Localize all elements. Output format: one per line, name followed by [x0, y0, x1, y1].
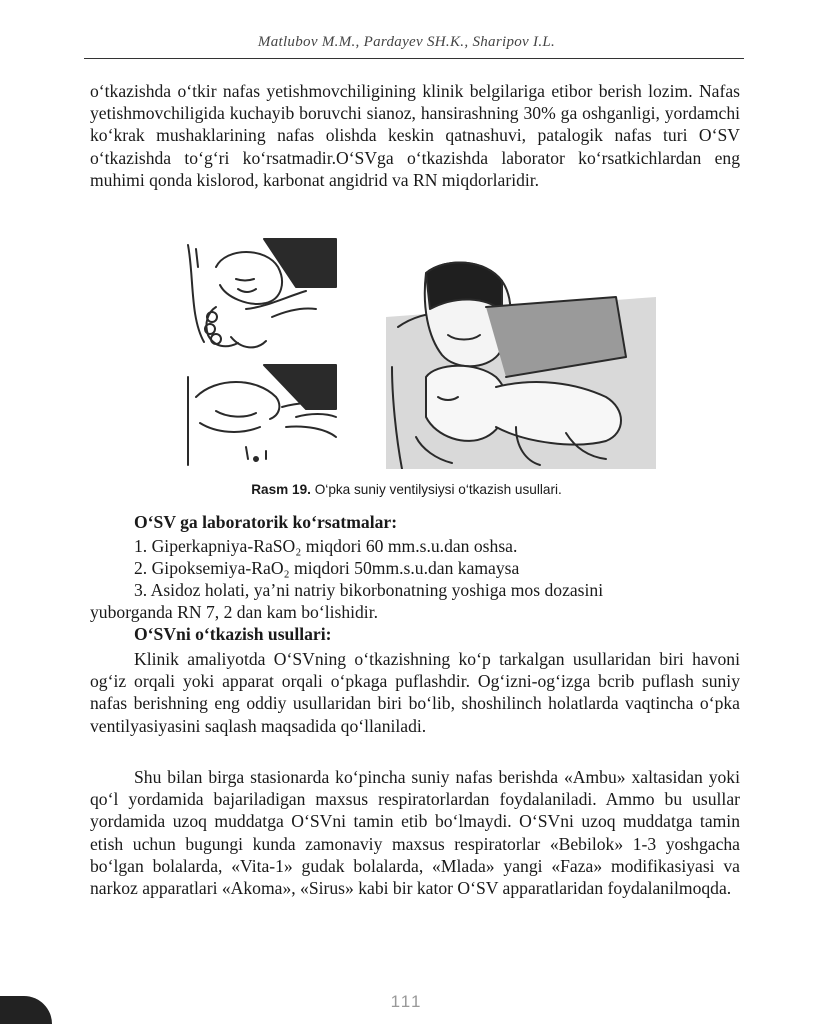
- figure-caption: [0, 482, 813, 497]
- figure-illustration: [186, 237, 656, 469]
- list-item: 3. Asidoz holati, ya’ni natriy bikorbonatning yoshiga mos dozasini: [134, 580, 604, 600]
- panel-top-left: [188, 239, 336, 347]
- page-number: 111: [390, 992, 423, 1011]
- list-item-continuation: yuborganda RN 7, 2 dan kam bo‘lishidir.: [90, 602, 378, 622]
- figure-caption-label: Rasm 19.: [251, 482, 311, 497]
- header-rule: [84, 58, 744, 59]
- section-heading-lab-indications: O‘SV ga laboratorik ko‘rsatmalar:: [134, 512, 398, 532]
- paragraph-intro: o‘tkazishda o‘tkir nafas yetishmovchiligining klinik belgilariga etibor berish lozim. Nafas yetishmovchiligida kuchayib boruvchi sianoz, hansirashning 30% ga oshganligi, yordamchi ko‘krak mushaklarining nafas olishda keskin qatnashuvi, patalogik nafas turi O‘SV o‘tkazishda to‘g‘ri ko‘rsatmadir.O‘SVga o‘tkazishda laborator ko‘rsatkichlardan eng muhimi qonda kislorod, karbonat angidrid va RN miqdorlaridir.: [90, 81, 740, 190]
- figure-caption-text: O‘pka suniy ventilysiysi o‘tkazish usullari.: [314, 482, 562, 497]
- running-head: Matlubov M.M., Pardayev SH.K., Sharipov I.L.: [257, 34, 556, 50]
- section-heading-methods: O‘SVni o‘tkazish usullari:: [134, 624, 332, 644]
- panel-bottom-left: [188, 365, 336, 465]
- paragraph-methods: Klinik amaliyotda O‘SVning o‘tkazishning ko‘p tarkalgan usullaridan biri havoni og‘iz orqali yoki apparat orqali o‘pkaga puflashdir. Og‘izni-og‘izga bcrib puflash suniy nafas berishning eng oddiy usullaridan biri bo‘lib, shoshilinch holatlarda vaqtincha o‘pka ventilyasiyasini saqlash maqsadida qo‘llaniladi.: [90, 649, 740, 736]
- ventilation-illustration: [186, 237, 656, 469]
- list-item: 2. Gipoksemiya-RaO₂ miqdori 50mm.s.u.dan kamaysa: [134, 558, 520, 578]
- panel-right: [386, 263, 656, 469]
- list-item: 1. Giperkapniya-RaSO₂ miqdori 60 mm.s.u.dan oshsa.: [134, 536, 518, 556]
- paragraph-respirators: Shu bilan birga stasionarda ko‘pincha suniy nafas berishda «Ambu» xaltasidan yoki qo‘l yordamida bajariladigan maxsus respiratorlardan foydalaniladi. Ammo bu usullar yordamida uzoq muddatga O‘SVni tamin etib bo‘lmaydi. O‘SVni uzoq muddatga tamin etish uchun bugungi kunda zamonaviy maxsus respiratorlar «Bebilok» 1-3 yoshgacha bo‘lgan bolalarda, «Vita-1» gudak bolalarda, «Mlada» yangi «Faza» modifikasiyasi va narkoz apparatlari «Akoma», «Sirus» kabi bir kator O‘SV apparatlaridan foydalanilmoqda.: [90, 767, 740, 899]
